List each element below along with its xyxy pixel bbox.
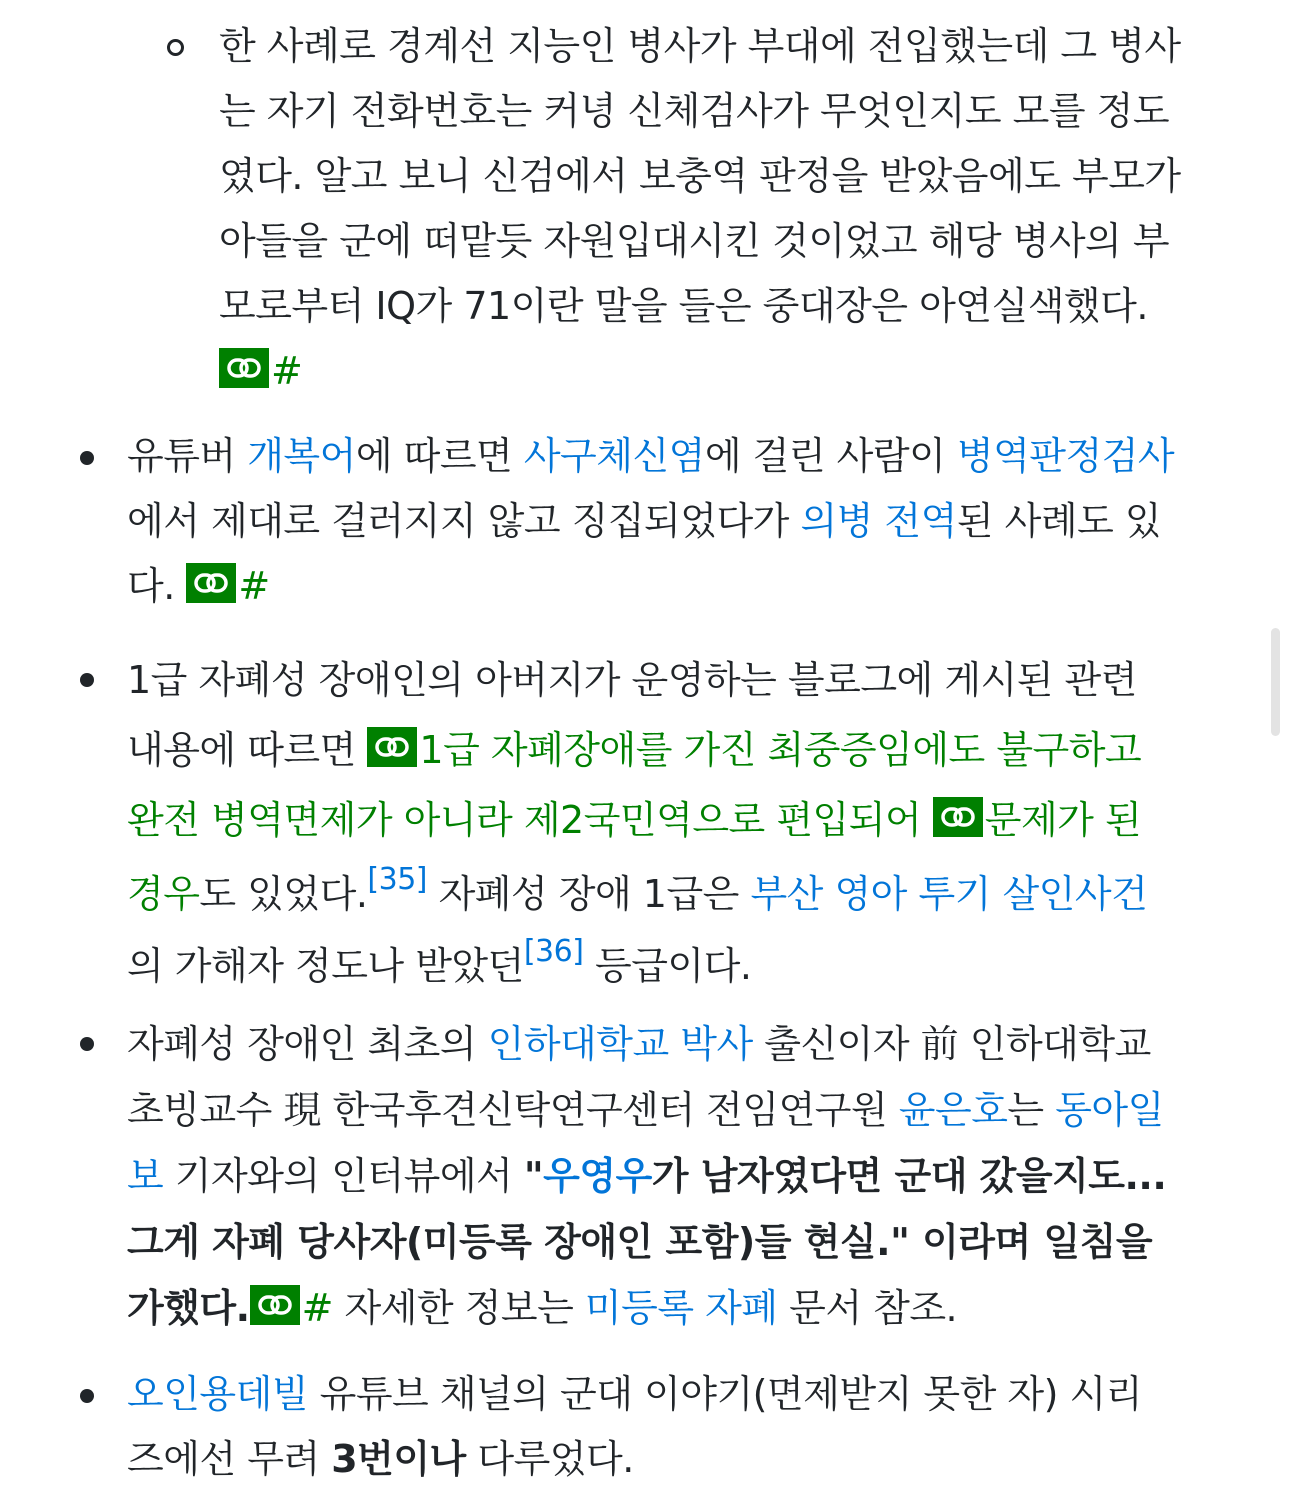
link-medical-discharge[interactable]: 의병 전역 — [800, 499, 957, 543]
bullet-dot — [80, 451, 94, 465]
list-item — [127, 645, 1267, 999]
text: 는 — [1007, 1088, 1056, 1132]
text: 내용에 따르면 — [127, 728, 368, 772]
text: 다. — [127, 564, 187, 608]
external-link-problem[interactable]: 문제가 된 — [984, 798, 1142, 842]
bullet-dot — [80, 673, 94, 687]
text: 자폐성 장애인 최초의 — [127, 1022, 488, 1066]
text: 에 걸린 사람이 — [704, 434, 957, 478]
link-oinyong-devil[interactable]: 오인용데빌 — [127, 1372, 309, 1416]
link-military-exam[interactable]: 병역판정검사 — [956, 434, 1175, 478]
text: 도 있었다. — [199, 872, 368, 916]
external-link-line — [219, 339, 1269, 404]
text: 유튜버 — [127, 434, 248, 478]
link-gaebokeo[interactable]: 개복어 — [247, 434, 356, 478]
text-line: 한 사례로 경계선 지능인 병사가 부대에 전입했는데 그 병사 — [219, 24, 1181, 68]
external-link-icon[interactable] — [186, 563, 236, 603]
external-link[interactable]: # — [301, 1286, 333, 1330]
external-link-icon[interactable] — [219, 348, 269, 388]
bullet-ring — [167, 39, 184, 56]
external-link-autism-grade[interactable]: 1급 자폐장애를 가진 최중증임에도 불구하고 — [419, 728, 1142, 772]
list-item — [127, 1011, 1267, 1341]
bullet-dot — [80, 1037, 94, 1051]
text: 다루었다. — [465, 1437, 634, 1481]
text: 자세한 정보는 — [332, 1286, 585, 1330]
external-link[interactable]: # — [271, 349, 303, 393]
link-unregistered-autism[interactable]: 미등록 자폐 — [584, 1286, 778, 1330]
bullet-dot — [80, 1389, 94, 1403]
bold-text: 3번이나 — [331, 1437, 466, 1481]
link-inha-phd[interactable]: 인하대학교 박사 — [487, 1022, 753, 1066]
text: 자폐성 장애 1급은 — [427, 872, 751, 916]
link-woo-young-woo[interactable]: 우영우 — [543, 1154, 652, 1198]
text: 출신이자 前 인하대학교 — [752, 1022, 1151, 1066]
external-link[interactable]: # — [238, 564, 270, 608]
text: 기자와의 인터뷰에서 — [163, 1154, 524, 1198]
text: 문서 참조. — [777, 1286, 958, 1330]
text-line: 는 자기 전화번호는 커녕 신체검사가 무엇인지도 모를 정도 — [219, 89, 1170, 133]
quote: "우영우가 남자였다면 군대 갔을지도... — [523, 1154, 1167, 1198]
text: 1급 자폐성 장애인의 아버지가 운영하는 블로그에 게시된 관련 — [127, 658, 1137, 702]
text: 등급이다. — [583, 944, 752, 988]
text-line: 아들을 군에 떠맡듯 자원입대시킨 것이었고 해당 병사의 부 — [219, 219, 1170, 263]
text: 즈에선 무려 — [127, 1437, 332, 1481]
footnote-ref-35[interactable]: [35] — [367, 862, 428, 897]
text: 초빙교수 現 한국후견신탁연구센터 전임연구원 — [127, 1088, 899, 1132]
scrollbar[interactable] — [1271, 628, 1280, 736]
external-link-icon[interactable] — [367, 727, 417, 767]
external-link-autism-grade[interactable]: 완전 병역면제가 아니라 제2국민역으로 편입되어 — [127, 798, 933, 842]
link-glomerulonephritis[interactable]: 사구체신염 — [523, 434, 705, 478]
link-donga-ilbo[interactable]: 동아일 — [1055, 1088, 1164, 1132]
list-item — [127, 424, 1267, 619]
text: 에 따르면 — [355, 434, 524, 478]
list-item — [219, 14, 1269, 404]
link-busan-case[interactable]: 부산 영아 투기 살인사건 — [750, 872, 1148, 916]
quote: 가했다. — [127, 1286, 250, 1330]
quote: 그게 자폐 당사자(미등록 장애인 포함)들 현실." 이라며 일침을 — [127, 1220, 1153, 1264]
external-link-icon[interactable] — [933, 797, 983, 837]
text: 유튜브 채널의 군대 이야기(면제받지 못한 자) 시리 — [308, 1372, 1142, 1416]
text: 에서 제대로 걸러지지 않고 징집되었다가 — [127, 499, 801, 543]
text-line: 모로부터 IQ가 71이란 말을 들은 중대장은 아연실색했다. — [219, 284, 1148, 328]
text: 의 가해자 정도나 받았던 — [127, 944, 524, 988]
text: 된 사례도 있 — [956, 499, 1162, 543]
footnote-ref-36[interactable]: [36] — [523, 934, 584, 969]
link-yoon-eunho[interactable]: 윤은호 — [898, 1088, 1008, 1132]
external-link-icon[interactable] — [250, 1285, 300, 1325]
list-item — [127, 1362, 1267, 1492]
text-line: 였다. 알고 보니 신검에서 보충역 판정을 받았음에도 부모가 — [219, 154, 1181, 198]
external-link-problem[interactable]: 경우 — [127, 872, 200, 916]
link-donga-ilbo[interactable]: 보 — [127, 1154, 164, 1198]
